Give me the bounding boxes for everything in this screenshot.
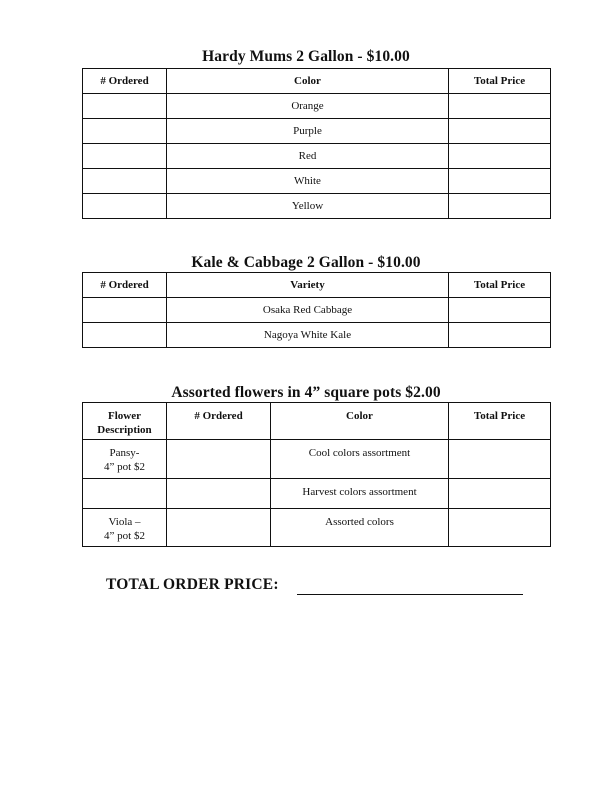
total-order-blank-line[interactable] xyxy=(297,594,523,595)
flowers-ordered-header: # Ordered xyxy=(167,403,271,440)
flowers-desc-cell[interactable] xyxy=(83,479,167,509)
mums-ordered-cell[interactable] xyxy=(83,194,167,219)
table-row xyxy=(83,323,551,348)
mums-ordered-cell[interactable] xyxy=(83,119,167,144)
mums-total-header: Total Price xyxy=(449,69,551,94)
mums-total-cell[interactable] xyxy=(449,119,551,144)
mums-color-cell: White xyxy=(167,169,449,194)
flowers-desc-line2: 4” pot $2 xyxy=(104,461,145,473)
flowers-ordered-cell[interactable] xyxy=(167,440,271,479)
flowers-desc-line1: Pansy- xyxy=(109,447,140,459)
mums-title: Hardy Mums 2 Gallon - $10.00 xyxy=(202,48,410,65)
total-order-label: TOTAL ORDER PRICE: xyxy=(106,576,279,593)
flowers-total-cell[interactable] xyxy=(449,509,551,547)
kale-ordered-cell[interactable] xyxy=(83,298,167,323)
mums-total-cell[interactable] xyxy=(449,169,551,194)
table-row xyxy=(83,440,551,479)
mums-ordered-header: # Ordered xyxy=(83,69,167,94)
mums-color-cell: Orange xyxy=(167,94,449,119)
flowers-color-header: Color xyxy=(271,403,449,440)
flowers-desc-line1: Viola – xyxy=(108,516,141,528)
mums-color-cell: Purple xyxy=(167,119,449,144)
table-row xyxy=(83,194,551,219)
flowers-order-table xyxy=(82,402,551,547)
mums-ordered-cell[interactable] xyxy=(83,94,167,119)
mums-total-cell[interactable] xyxy=(449,94,551,119)
table-row xyxy=(83,119,551,144)
table-row xyxy=(83,509,551,547)
table-row xyxy=(83,479,551,509)
flowers-total-cell[interactable] xyxy=(449,479,551,509)
flowers-color-cell: Harvest colors assortment xyxy=(271,479,449,509)
mums-total-cell[interactable] xyxy=(449,194,551,219)
table-row xyxy=(83,94,551,119)
kale-order-table xyxy=(82,272,551,348)
flowers-total-header: Total Price xyxy=(449,403,551,440)
kale-title: Kale & Cabbage 2 Gallon - $10.00 xyxy=(191,254,421,271)
mums-ordered-cell[interactable] xyxy=(83,144,167,169)
kale-variety-cell: Nagoya White Kale xyxy=(167,323,449,348)
flowers-desc-header-line2: Description xyxy=(97,424,152,436)
flowers-title: Assorted flowers in 4” square pots $2.00 xyxy=(171,384,441,401)
table-row xyxy=(83,144,551,169)
mums-color-cell: Red xyxy=(167,144,449,169)
flowers-color-cell: Cool colors assortment xyxy=(271,440,449,479)
table-row xyxy=(83,169,551,194)
kale-total-cell[interactable] xyxy=(449,298,551,323)
flowers-desc-line2: 4” pot $2 xyxy=(104,530,145,542)
flowers-desc-cell xyxy=(83,440,167,479)
mums-color-cell: Yellow xyxy=(167,194,449,219)
kale-total-header: Total Price xyxy=(449,273,551,298)
kale-ordered-cell[interactable] xyxy=(83,323,167,348)
kale-total-cell[interactable] xyxy=(449,323,551,348)
mums-ordered-cell[interactable] xyxy=(83,169,167,194)
flowers-color-cell: Assorted colors xyxy=(271,509,449,547)
flowers-desc-header xyxy=(83,403,167,440)
flowers-ordered-cell[interactable] xyxy=(167,509,271,547)
kale-ordered-header: # Ordered xyxy=(83,273,167,298)
mums-order-table xyxy=(82,68,551,219)
flowers-ordered-cell[interactable] xyxy=(167,479,271,509)
flowers-desc-header-line1: Flower xyxy=(108,410,141,422)
mums-color-header: Color xyxy=(167,69,449,94)
mums-total-cell[interactable] xyxy=(449,144,551,169)
flowers-desc-cell xyxy=(83,509,167,547)
table-row xyxy=(83,298,551,323)
kale-variety-cell: Osaka Red Cabbage xyxy=(167,298,449,323)
kale-variety-header: Variety xyxy=(167,273,449,298)
flowers-total-cell[interactable] xyxy=(449,440,551,479)
